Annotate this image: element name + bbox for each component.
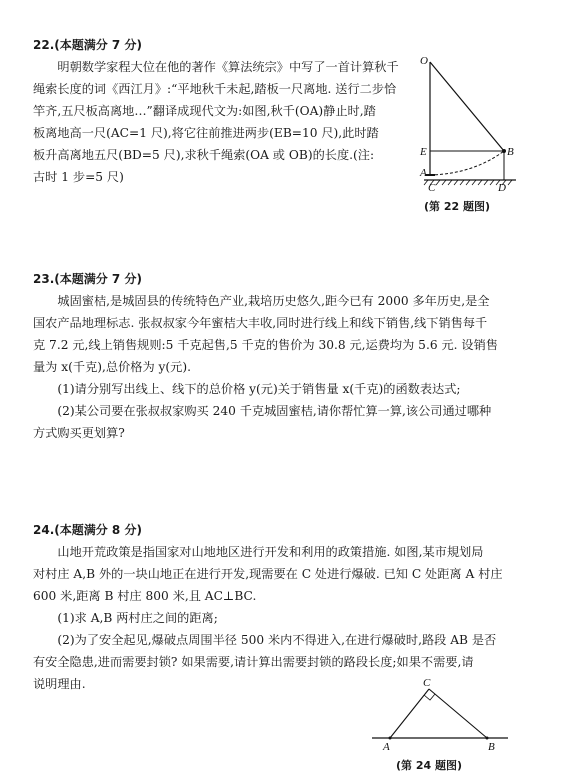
q22-figure bbox=[418, 52, 528, 192]
q23-part-1: (1)请分别写出线上、线下的总价格 y(元)关于销售量 x(千克)的函数表达式; bbox=[57, 382, 461, 396]
q24-line-3: 600 米,距离 B 村庄 800 米,且 AC⊥BC. bbox=[33, 589, 257, 603]
label-c: C bbox=[428, 182, 436, 192]
q23-line-2: 国农产品地理标志. 张叔叔家今年蜜桔大丰收,同时进行线上和线下销售,线下销售每千 bbox=[33, 316, 488, 330]
point-b bbox=[486, 737, 489, 740]
q24-figure bbox=[366, 676, 516, 754]
question-24 bbox=[33, 519, 539, 695]
q24-line-2: 对村庄 A,B 外的一块山地正在进行开发,现需要在 C 处进行爆破. 已知 C 处距离 A 村庄 bbox=[33, 567, 503, 581]
q22-line-3: 竿齐,五尺板高离地…”翻译成现代文为:如图,秋千(OA)静止时,踏 bbox=[33, 104, 376, 118]
q24-part-1: (1)求 A,B 两村庄之间的距离; bbox=[57, 611, 218, 625]
question-22-header: 22.(本题满分 7 分) bbox=[33, 38, 142, 52]
question-24-header: 24.(本题满分 8 分) bbox=[33, 523, 142, 537]
point-b bbox=[502, 149, 506, 153]
label-c: C bbox=[423, 677, 431, 689]
q22-figure-caption: (第 22 题图) bbox=[424, 200, 491, 213]
rope-ob bbox=[430, 62, 504, 151]
right-angle-mark bbox=[424, 694, 435, 700]
q23-line-3: 克 7.2 元,线上销售规则:5 千克起售,5 千克的售价为 30.8 元,运费均为 5.6 元. 设销售 bbox=[33, 338, 498, 352]
q22-line-4: 板离地高一尺(AC=1 尺),将它往前推进两步(EB=10 尺),此时踏 bbox=[33, 126, 379, 140]
q23-part-2: (2)某公司要在张叔叔家购买 240 千克城固蜜桔,请你帮忙算一算,该公司通过哪种 bbox=[57, 404, 492, 418]
label-b: B bbox=[488, 741, 495, 753]
question-23 bbox=[33, 268, 539, 444]
q24-line-6: 有安全隐患,进而需要封锁? 如果需要,请计算出需要封锁的路段长度;如果不需要,请 bbox=[33, 655, 474, 669]
q24-line-1: 山地开荒政策是指国家对山地地区进行开发和利用的政策措施. 如图,某市規划局 bbox=[57, 545, 484, 559]
segment-bc bbox=[429, 689, 487, 738]
label-e: E bbox=[420, 146, 427, 158]
q22-line-6: 古时 1 步=5 尺) bbox=[33, 170, 124, 184]
point-a bbox=[389, 737, 392, 740]
q23-line-7: 方式购买更划算? bbox=[33, 426, 125, 440]
swing-arc bbox=[430, 151, 504, 175]
q24-figure-caption: (第 24 题图) bbox=[396, 759, 463, 772]
label-a: A bbox=[383, 741, 390, 753]
q23-line-4: 量为 x(千克),总价格为 y(元). bbox=[33, 360, 191, 374]
q22-line-5: 板升高离地五尺(BD=5 尺),求秋千绳索(OA 或 OB)的长度.(注: bbox=[33, 148, 375, 162]
label-o: O bbox=[420, 55, 428, 67]
label-b: B bbox=[507, 146, 514, 158]
label-a: A bbox=[420, 167, 427, 179]
q23-line-1: 城固蜜桔,是城固县的传统特色产业,栽培历史悠久,距今已有 2000 多年历史,是全 bbox=[57, 294, 490, 308]
label-d: D bbox=[498, 182, 506, 192]
segment-ac bbox=[390, 689, 429, 738]
q22-line-1: 明朝数学家程大位在他的著作《算法统宗》中写了一首计算秋千 bbox=[57, 60, 399, 74]
q24-line-7: 说明理由. bbox=[33, 677, 86, 691]
q24-part-2: (2)为了安全起见,爆破点周围半径 500 米内不得进入,在进行爆破时,路段 AB 是否 bbox=[57, 633, 497, 647]
q22-line-2: 绳索长度的词《西江月》:“平地秋千未起,踏板一尺离地. 送行二步恰 bbox=[33, 82, 397, 96]
question-23-header: 23.(本题满分 7 分) bbox=[33, 272, 142, 286]
